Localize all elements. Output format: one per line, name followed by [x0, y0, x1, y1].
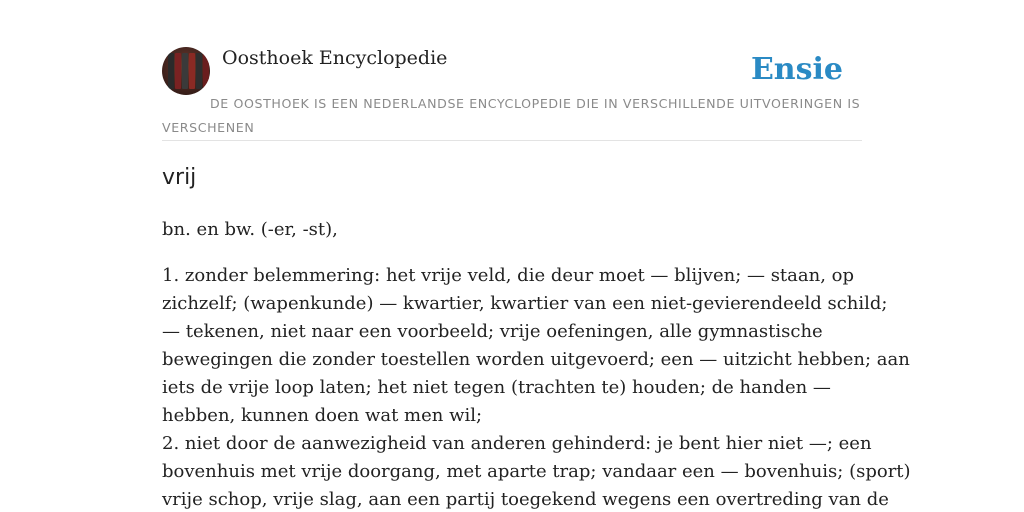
- entry-headword: vrij: [162, 165, 197, 190]
- definition-line: 1. zonder belemmering: het vrije veld, die deur moet — blijven; — staan, op: [162, 265, 855, 286]
- book-spine-image: [203, 53, 209, 89]
- book-spine-image: [168, 53, 174, 89]
- definition-line: — tekenen, niet naar een voorbeeld; vrije oefeningen, alle gymnastische: [162, 321, 823, 342]
- definition-sense-2: [162, 430, 911, 512]
- definition-line: bewegingen die zonder toestellen worden uitgevoerd; een — uitzicht hebben; aan: [162, 349, 910, 370]
- book-spine-image: [189, 53, 195, 89]
- site-title[interactable]: Oosthoek Encyclopedie: [222, 47, 448, 69]
- definition-line: iets de vrije loop laten; het niet tegen (trachten te) houden; de handen —: [162, 377, 831, 398]
- book-spine-image: [175, 53, 181, 89]
- definition-line: hebben, kunnen doen wat men wil;: [162, 405, 483, 426]
- site-header: [162, 46, 862, 141]
- book-spine-image: [182, 53, 188, 89]
- entry-definitions: [162, 262, 911, 512]
- definition-line: zichzelf; (wapenkunde) — kwartier, kwartier van een niet-gevierendeeld schild;: [162, 293, 888, 314]
- definition-sense-1: [162, 262, 910, 430]
- definition-line: bovenhuis met vrije doorgang, met aparte trap; vandaar een — bovenhuis; (sport): [162, 461, 911, 482]
- definition-line: 2. niet door de aanwezigheid van anderen gehinderd: je bent hier niet —; een: [162, 433, 872, 454]
- entry-content: [162, 160, 911, 512]
- definition-line: vrije schop, vrije slag, aan een partij toegekend wegens een overtreding van de: [162, 489, 889, 510]
- grammar-note: bn. en bw. (-er, -st),: [162, 219, 338, 240]
- ensie-logo[interactable]: Ensie: [750, 52, 843, 87]
- site-tagline: DE OOSTHOEK IS EEN NEDERLANDSE ENCYCLOPEDIE DIE IN VERSCHILLENDE UITVOERINGEN IS VERSCHENEN: [162, 96, 861, 135]
- encyclopedia-books-avatar[interactable]: [162, 47, 210, 95]
- book-spine-image: [196, 53, 202, 89]
